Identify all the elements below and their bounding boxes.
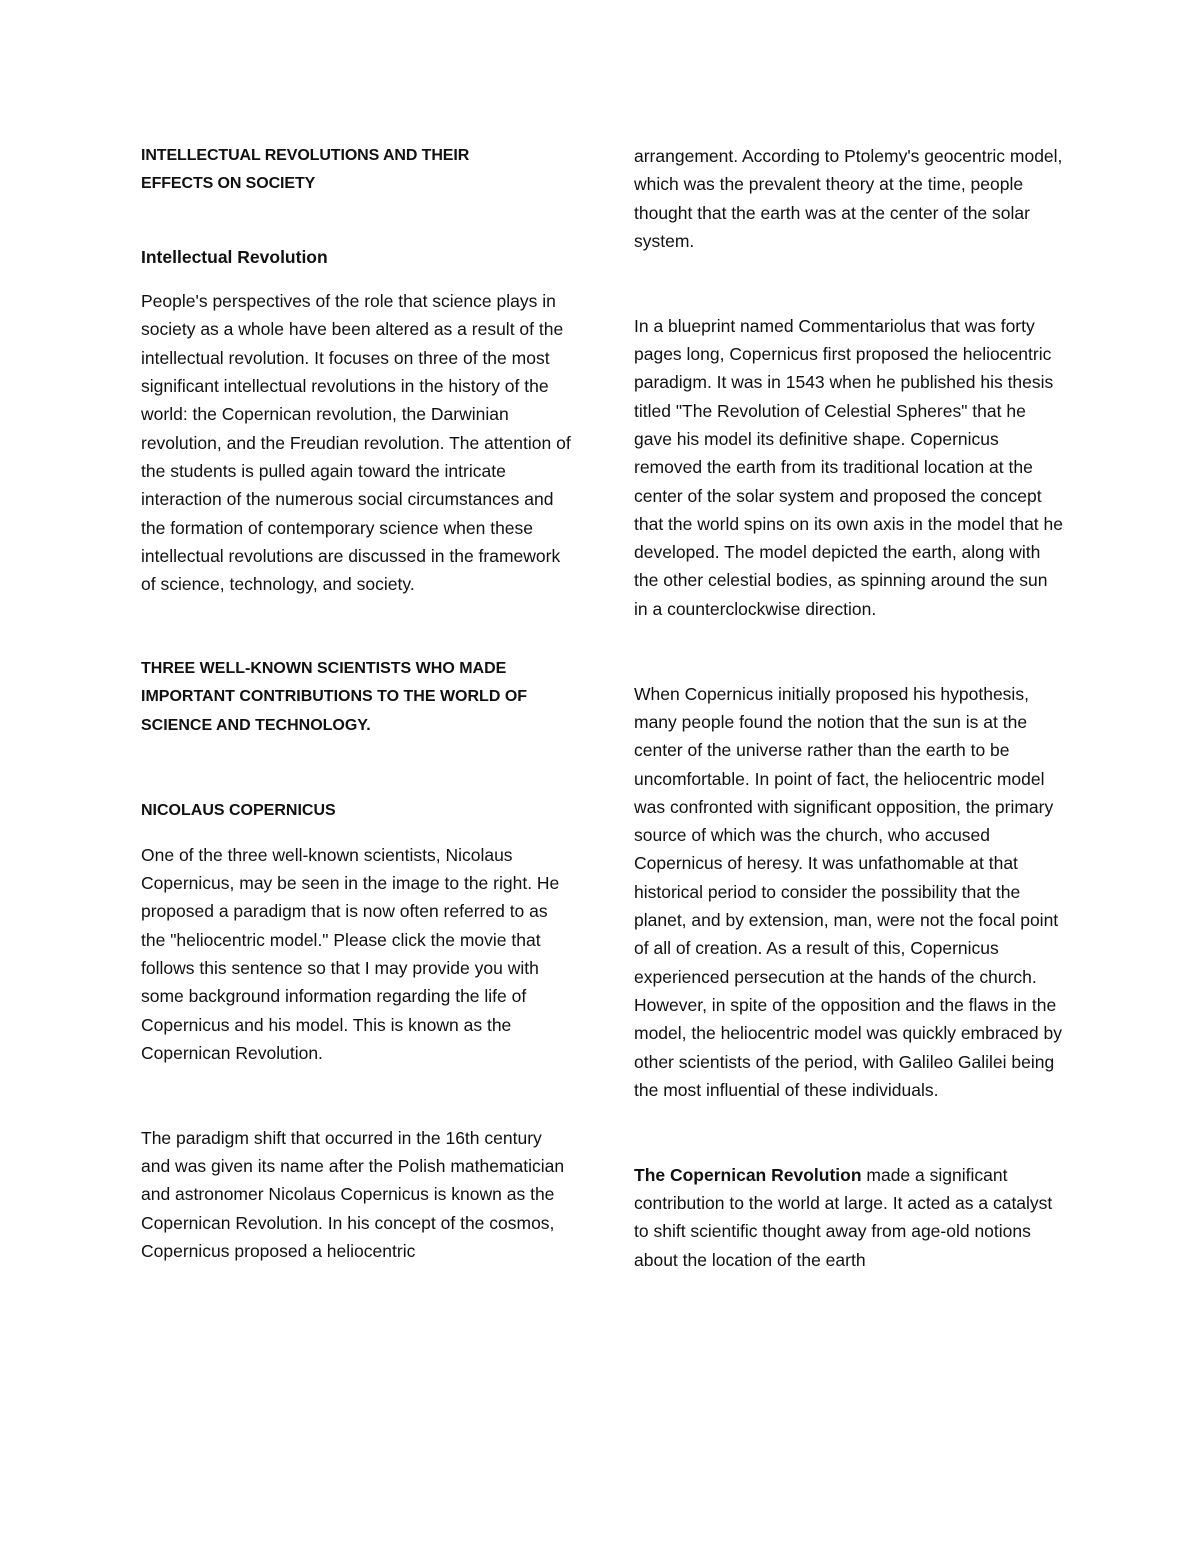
copernicus-paragraph-1: One of the three well-known scientists, Nicolaus Copernicus, may be seen in the image to the right. He proposed a paradigm that is now often referred to as the "heliocentric model." Please click the movie that follows this sentence so that I may provide you with some background information regarding the life of Copernicus and his model. This is known as the Copernican Revolution. (141, 844, 560, 1063)
copernicus-paragraph-2-continued: arrangement. According to Ptolemy's geocentric model, which was the prevalent theory at the time, people thought that the earth was at the center of the solar system. (634, 146, 1063, 251)
copernicus-paragraph-5 (634, 1161, 1064, 1274)
copernicus-paragraph-4: When Copernicus initially proposed his hypothesis, many people found the notion that the sun is at the center of the universe rather than the earth to be uncomfortable. In point of fact, the heliocentric model was confronted with significant opposition, the primary source of which was the church, who accused Copernicus of heresy. It was unfathomable at that historical period to consider the possibility that the planet, and by extension, man, were not the focal point of all of creation. As a result of this, Copernicus experienced persecution at the hands of the church. However, in spite of the opposition and the flaws in the model, the heliocentric model was quickly embraced by other scientists of the period, with Galileo Galilei being the most influential of these individuals. (634, 683, 1062, 1100)
copernicus-paragraph-3: In a blueprint named Commentariolus that was forty pages long, Copernicus first proposed the heliocentric paradigm. It was in 1543 when he published his thesis titled "The Revolution of Celestial Spheres" that he gave his model its definitive shape. Copernicus removed the earth from its traditional location at the center of the solar system and proposed the concept that the world spins on its own axis in the model that he developed. The model depicted the earth, along with the other celestial bodies, as spinning around the sun in a counterclockwise direction. (634, 315, 1063, 619)
copernicus-paragraph-2: The paradigm shift that occurred in the 16th century and was given its name after the Polish mathematician and astronomer Nicolaus Copernicus is known as the Copernican Revolution. In his concept of the cosmos, Copernicus proposed a heliocentric (141, 1127, 565, 1261)
intellectual-revolution-heading: Intellectual Revolution (141, 246, 328, 267)
copernican-revolution-bold-term: The Copernican Revolution (634, 1164, 862, 1185)
copernicus-heading: NICOLAUS COPERNICUS (141, 801, 336, 819)
right-column (634, 142, 1074, 1274)
document-title: INTELLECTUAL REVOLUTIONS AND THEIR EFFECTS ON SOCIETY (141, 147, 470, 193)
three-scientists-heading: THREE WELL-KNOWN SCIENTISTS WHO MADE IMPORTANT CONTRIBUTIONS TO THE WORLD OF SCIENCE AND TECHNOLOGY. (141, 660, 528, 734)
copernicus-paragraph-5-text: made a significant contribution to the world at large. It acted as a catalyst to shift scientific thought away from age-old notions about the location of the earth (634, 1164, 1053, 1270)
intellectual-revolution-paragraph: People's perspectives of the role that science plays in society as a whole have been altered as a result of the intellectual revolution. It focuses on three of the most significant intellectual revolutions in the history of the world: the Copernican revolution, the Darwinian revolution, and the Freudian revolution. The attention of the students is pulled again toward the intricate interaction of the numerous social circumstances and the formation of contemporary science when these intellectual revolutions are discussed in the framework of science, technology, and society. (141, 291, 571, 595)
left-column (141, 142, 581, 1265)
